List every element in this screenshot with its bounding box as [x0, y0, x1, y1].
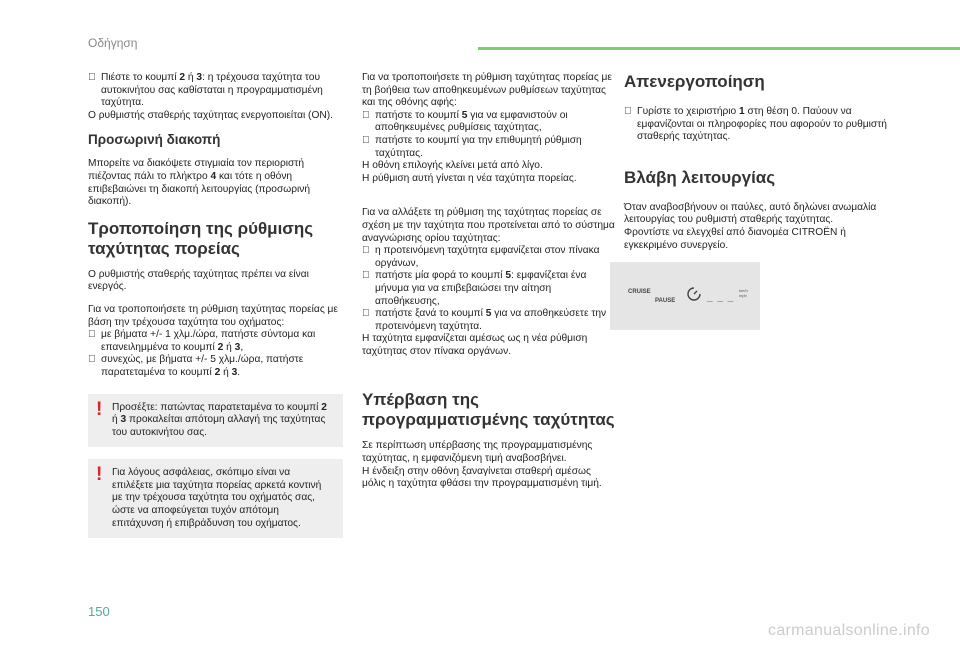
bullet-speed-limit-1: η προτεινόμενη ταχύτητα εμφανίζεται στον πίνακα οργάνων,: [375, 245, 600, 269]
pause-label: PAUSE: [655, 298, 676, 305]
paragraph-exceed-2: Η ένδειξη στην οθόνη ξαναγίνεται σταθερή αμέσως μόλις η ταχύτητα φθάσει την προγραμματισμένη τιμή.: [362, 465, 602, 490]
bullet-speed-limit-3: πατήστε ξανά το κουμπί 5 για να αποθηκεύσετε την προτεινόμενη ταχύτητα.: [375, 308, 607, 332]
paragraph-modify-1: Ο ρυθμιστής σταθερής ταχύτητας πρέπει να είναι ενεργός.: [88, 268, 309, 293]
page-header-title: Οδήγηση: [88, 36, 138, 50]
bullet-activate: Πιέστε το κουμπί 2 ή 3: η τρέχουσα ταχύτητα του αυτοκινήτου σας καθίσταται η προγραμματισμένη ταχύτητα.: [101, 72, 323, 109]
header-accent-bar: [478, 47, 960, 50]
page-number: 150: [88, 604, 110, 619]
heading-deactivate: Απενεργοποίηση: [624, 72, 765, 91]
cruise-display-image: [610, 262, 760, 330]
paragraph-speed-limit-intro: Για να αλλάξετε τη ρύθμιση της ταχύτητας πορείας σε σχέση με την ταχύτητα που προτείνεται από το σύστημα αναγνώρισης ορίου ταχύτητας:: [362, 207, 615, 244]
paragraph-pause: Μπορείτε να διακόψετε στιγμιαία τον περιοριστή πιέζοντας πάλι το πλήκτρο 4 και τότε η οθόνη επιβεβαιώνει τη διακοπή λειτουργίας (προσωρινή διακοπή).: [88, 158, 311, 208]
paragraph-modify-2: Για να τροποποιήσετε τη ρύθμιση ταχύτητας πορείας με βάση την τρέχουσα ταχύτητα του οχήματος:: [88, 303, 338, 328]
warning-note-1: ! Προσέξτε: πατώντας παρατεταμένα το κουμπί 2 ή 3 προκαλείται απότομη αλλαγή της ταχύτητας του αυτοκινήτου σας.: [88, 394, 343, 448]
heading-pause: Προσωρινή διακοπή: [88, 132, 221, 148]
bullet-memorized-1: πατήστε το κουμπί 5 για να εμφανιστούν οι αποθηκευμένες ρυθμίσεις ταχύτητας,: [375, 109, 568, 134]
paragraph-memorized-new: Η ρύθμιση αυτή γίνεται η νέα ταχύτητα πορείας.: [362, 172, 577, 184]
paragraph-memorized-close: Η οθόνη επιλογής κλείνει μετά από λίγο.: [362, 160, 543, 172]
speed-dashes: _ _ _: [707, 292, 735, 304]
column-1: [88, 72, 343, 550]
heading-fault: Βλάβη λειτουργίας: [624, 167, 776, 187]
paragraph-fault-2: Φροντίστε να ελεγχθεί από διανομέα CITROËN ή εγκεκριμένο συνεργείο.: [624, 226, 846, 251]
paragraph-fault-1: Όταν αναβοσβήνουν οι παύλες, αυτό δηλώνει ανωμαλία λειτουργίας του ρυθμιστή σταθερής ταχύτητας.: [624, 201, 877, 226]
cruise-label: CRUISE: [628, 289, 651, 296]
bullet-memorized-2: πατήστε το κουμπί για την επιθυμητή ρύθμιση ταχύτητας.: [375, 134, 582, 159]
warning-icon: !: [96, 464, 103, 486]
bullet-modify-1: με βήματα +/- 1 χλμ./ώρα, πατήστε σύντομα και επανειλημμένα το κουμπί 2 ή 3,: [101, 329, 316, 353]
paragraph-memorized-intro: Για να τροποποιήσετε τη ρύθμιση ταχύτητας πορείας με τη βοήθεια των αποθηκευμένων ρυθμίσεων ταχύτητας και της οθόνης αφής:: [362, 72, 612, 109]
bullet-deactivate: Γυρίστε το χειριστήριο 1 στη θέση 0. Παύουν να εμφανίζονται οι πληροφορίες που αφορούν το ρυθμιστή σταθερής ταχύτητας.: [637, 106, 887, 143]
paragraph-on: Ο ρυθμιστής σταθερής ταχύτητας ενεργοποιείται (ON).: [88, 109, 333, 121]
watermark: carmanualsonline.info: [768, 622, 930, 639]
speedometer-icon: [685, 285, 703, 303]
bullet-speed-limit-2: πατήστε μία φορά το κουμπί 5: εμφανίζεται ένα μήνυμα για να επιβεβαιώσει την αίτηση αποθήκευσης,: [375, 270, 587, 307]
column-3: [624, 72, 894, 330]
speed-unit: km/h mph: [739, 288, 748, 299]
paragraph-speed-limit-result: Η ταχύτητα εμφανίζεται αμέσως ως η νέα ρύθμιση ταχύτητας στον πίνακα οργάνων.: [362, 333, 588, 357]
heading-modify: Τροποποίηση της ρύθμισης ταχύτητας πορείας: [88, 218, 314, 258]
warning-icon: !: [96, 398, 103, 420]
warning-note-2: ! Για λόγους ασφάλειας, σκόπιμο είναι να επιλέξετε μια ταχύτητα πορείας αρκετά κοντινή με την τρέχουσα ταχύτητα του οχήματός σας, ώστε να αποφεύγεται τυχόν απότομη επιτάχυνση ή επιβράδυνση του οχήματος.: [88, 459, 343, 538]
column-2: [362, 72, 617, 491]
paragraph-exceed-1: Σε περίπτωση υπέρβασης της προγραμματισμένης ταχύτητας, η εμφανιζόμενη τιμή αναβοσβήνει.: [362, 440, 593, 465]
heading-exceed: Υπέρβαση της προγραμματισμένης ταχύτητας: [362, 390, 615, 430]
bullet-modify-2: συνεχώς, με βήματα +/- 5 χλμ./ώρα, πατήστε παρατεταμένα το κουμπί 2 ή 3.: [101, 354, 304, 378]
